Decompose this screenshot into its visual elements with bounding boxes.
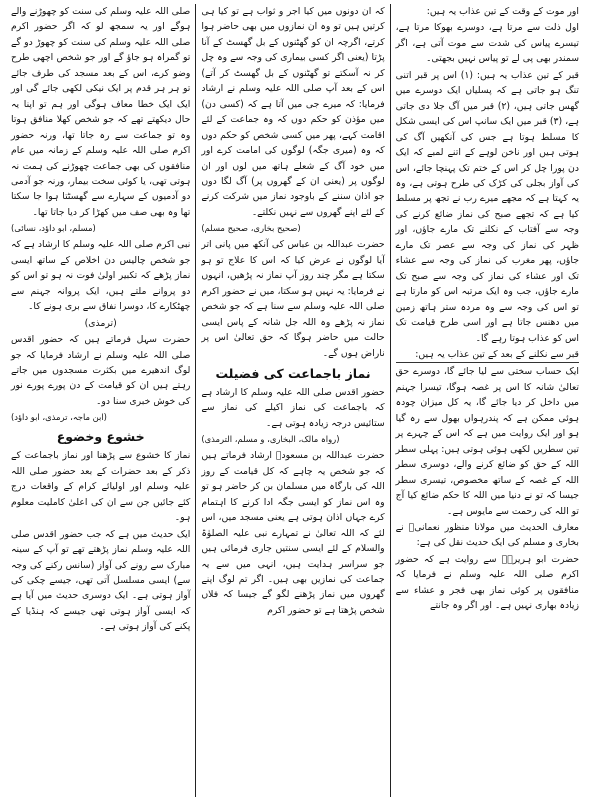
section-heading-humility: خشوع وخضوع (56, 429, 145, 445)
right-paragraph-2: اول ذلت سے مرتا ہے، دوسرے بھوکا مرتا ہے، تیسرے پیاس کی شدت سے موت آتی ہے، اگر سمندر بھی پی لے تو پیاس نہیں بجھتی۔ (395, 22, 579, 65)
left-paragraph-2: نبی اکرم صلی اللہ علیہ وسلم کا ارشاد ہے کہ جو شخص چالیس دن اخلاص کے ساتھ ایسی نماز پڑھے کہ تکبیر اولیٰ فوت نہ ہو تو اس کو دو پروانے ملتے ہیں، ایک پروانہ جہنم سے چھٹکارے کا، دوسرا نفاق سے بری ہونے کا۔ (11, 239, 191, 313)
right-column (391, 4, 584, 797)
middle-paragraph-3: حضور اقدس صلی اللہ علیہ وسلم کا ارشاد ہے کہ باجماعت کی نماز اکیلے کی نماز سے ستائیس درجہ زیادہ ہوتی ہے۔ (201, 386, 385, 429)
right-paragraph-3: قبر کے تین عذاب یہ ہیں: (۱) اس پر قبر اتنی تنگ ہو جاتی ہے کہ پسلیاں ایک دوسرے میں گھس جاتی ہیں، (۲) قبر میں آگ جلا دی جاتی ہے، (۳) قبر میں ایک سانپ اس کی ایسی شکل کا مسلط ہوتا ہے جس کی آنکھیں آگ کی ہوتی ہیں اور ناخن لوہے کے اتنے لمبے کہ ایک دن پورا چل کر اس کے ختم تک پہنچا جائے، اس کی آواز بجلی کی کڑک کی طرح ہوتی ہے، وہ یہ کہتا ہے کہ مجھے میرے رب نے تجھ پر مسلط کیا ہے کہ تجھے صبح کی نماز ضائع کرنے کی وجہ سے آفتاب کے نکلنے تک مارے جاؤں، اور ظہر کی نماز کی وجہ سے عصر تک مارے جاؤں، پھر مغرب کی نماز کی وجہ سے عشاء تک اور عشاء کی نماز کی وجہ سے صبح تک مارے جاؤں، جب وہ ایک مرتبہ اس کو مارتا ہے تو اس کی وجہ سے وہ مردہ ستر ہاتھ زمین میں دھنس جاتا ہے اور اسی طرح قیامت تک اس کو عذاب ہوتا رہے گا۔ (395, 69, 580, 344)
middle-paragraph-1: کہ ان دونوں میں کیا اجر و ثواب ہے تو کیا ہی کرتیں ہیں تو وہ ان نمازوں میں بھی حاضر ہوا کرتے، اگرچہ ان کو گھٹنوں کے بل گھسٹ کے آنا پڑتا (یعنی اگر کسی بیماری کی وجہ سے وہ چل کر نہ آسکتے تو گھٹنوں کے بل گھسٹ کر آتے) اس کے بعد آپ صلی اللہ علیہ وسلم نے ارشاد فرمایا: کہ میرے جی میں آتا ہے کہ (کسی دن) میں مؤذن کو حکم دوں کہ وہ جماعت کے لئے اقامت کہے، پھر میں کسی شخص کو حکم دوں کہ وہ (میری جگہ) لوگوں کی امامت کرے اور میں خود آگ کے شعلے ہاتھ میں لوں اور ان لوگوں پر (یعنی ان کے گھروں پر) آگ لگا دوں جو اذان سننے کے باوجود نماز میں شرکت کرنے کے لئے اپنے گھروں سے نہیں نکلتے۔ (201, 6, 385, 218)
middle-source-1: (صحیح بخاری، صحیح مسلم) (201, 223, 301, 234)
left-column (6, 4, 195, 797)
middle-source-2: (رواہ مالک، البخاری، و مسلم، الترمذی) (201, 434, 340, 445)
middle-column (196, 4, 389, 797)
left-paragraph-4: نماز کا خشوع سے پڑھنا اور نماز باجماعت کے ذکر کے بعد حضرات کے بعد حضور صلی اللہ علیہ وسلم اور اولیائے کرام کے واقعات درج کئے جائیں جن سے ان کی اعلیٰ کاملیت معلوم ہو۔ (11, 450, 191, 524)
left-source-3: (ابن ماجہ، ترمذی، ابو داؤد) (11, 412, 107, 423)
left-paragraph-3: حضرت سہل فرماتے ہیں کہ حضور اقدس صلی اللہ علیہ وسلم نے ارشاد فرمایا کہ جو لوگ اندھیرے میں بکثرت مسجدوں میں جاتے رہتے ہیں ان کو قیامت کے دن پورے پورے نور کی خوش خبری سنا دو۔ (11, 334, 191, 407)
right-paragraph-6: معارف الحدیث میں مولانا منظور نعمانیؒ نے بخاری و مسلم کی ایک حدیث نقل کی ہے: (395, 521, 579, 549)
left-source-2: (ترمذی) (84, 317, 117, 329)
left-paragraph-5: ایک حدیث میں ہے کہ جب حضور اقدس صلی اللہ علیہ وسلم نماز پڑھتے تھے تو آپ کے سینہ مبارک سے رونے کی آواز (سانس رکنے کی وجہ سے) ایسی مسلسل آتی تھی، جیسے چکی کی آواز ہوتی ہے۔ ایک دوسری حدیث میں آیا ہے کہ ایسی آواز ہوتی تھی جیسے کہ ہنڈیا کے پکنے کی آواز ہوتی ہے۔ (11, 528, 191, 633)
section-heading-congregation: نماز باجماعت کی فضیلت (215, 365, 371, 381)
right-paragraph-5: ایک حساب سختی سے لیا جائے گا، دوسرے حق تعالیٰ شانہ کا اس پر غصہ ہوگا، تیسرا جہنم میں داخل کر دیا جائے گا، یہ کل میزان چودہ ہوئی ممکن ہے کہ پندرہواں بھول سے رہ گیا ہو اور ایک روایت میں ہے کہ اس کے چہرے پر تین سطریں لکھی ہوئی ہوتی ہیں: پہلی سطر اللہ کے حق کو ضائع کرنے والے، دوسری سطر اللہ کے غصہ کے ساتھ مخصوص، تیسری سطر جیسا کہ تو نے دنیا میں اللہ کا حکم ضائع کیا آج تو اللہ کی رحمت سے مایوس ہے۔ (395, 366, 579, 517)
left-source-1: (مسلم، ابو داؤد، نسائی) (11, 223, 96, 234)
right-paragraph-1: اور موت کے وقت کے تین عذاب یہ ہیں: (426, 6, 579, 17)
right-paragraph-4: قبر سے نکلنے کے بعد کے تین عذاب یہ ہیں: (396, 347, 579, 363)
left-paragraph-1: صلی اللہ علیہ وسلم کی سنت کو چھوڑنے والے ہوگے اور یہ سمجھ لو کہ اگر حضور اکرم صلی اللہ علیہ وسلم کی سنت کو چھوڑ دو گے تو گمراہ ہو جاؤ گے اور جو شخص اچھی طرح وضو کرے، اس کے بعد مسجد کی طرف جائے تو ہر ہر قدم پر ایک نیکی لکھی جائے گی اور ایک ایک خطا معاف ہوگی اور ہم تو اپنا یہ حال دیکھتے تھے کہ جو شخص کھلا منافق ہوتا وہ تو جماعت سے رہ جاتا تھا، ورنہ حضور اکرم صلی اللہ علیہ وسلم کے زمانہ میں عام منافقوں کی بھی جماعت چھوڑنے کی ہمت نہ ہوتی تھی، یا کوئی سخت بیمار، ورنہ جو آدمی دو آدمیوں کے سہارے سے گھسٹتا ہوا جا سکتا تھا وہ بھی صف میں کھڑا کر دیا جاتا تھا۔ (11, 6, 191, 218)
middle-paragraph-2: حضرت عبداللہ بن عباس کی آنکھ میں پانی اتر آیا لوگوں نے عرض کیا کہ اس کا علاج تو ہو سکتا ہے مگر چند روز آپ نماز نہ پڑھیں، انہوں نے فرمایا: یہ نہیں ہو سکتا، میں نے حضور اکرم صلی اللہ علیہ وسلم سے سنا ہے کہ جو شخص نماز نہ پڑھے وہ اللہ جل شانہ کے پاس ایسی حالت میں حاضر ہوگا کہ حق تعالیٰ اس پر ناراض ہوں گے۔ (201, 239, 385, 359)
right-paragraph-7: حضرت ابو ہریرہؓ سے روایت ہے کہ حضور اکرم صلی اللہ علیہ وسلم نے فرمایا کہ منافقوں پر کوئی نماز بھی فجر و عشاء سے زیادہ بھاری نہیں ہے۔ اور اگر وہ جانتے (395, 553, 579, 612)
middle-paragraph-4: حضرت عبداللہ بن مسعودؓ ارشاد فرماتے ہیں کہ جو شخص یہ چاہے کہ کل قیامت کے روز اللہ کی بارگاہ میں مسلمان بن کر حاضر ہو تو وہ اس نماز کو ایسی جگہ ادا کرنے کا اہتمام کرے جہاں اذان ہوتی ہے یعنی مسجد میں، اس لئے کہ اللہ تعالیٰ نے تمہارے نبی علیہ الصلوٰۃ والسلام کے لئے ایسی سنتیں جاری فرمائی ہیں جو سراسر ہدایت ہیں، انہی میں سے یہ جماعت کی نمازیں بھی ہیں۔ اگر تم لوگ اپنے گھروں میں نماز پڑھنے لگو گے جیسا کہ فلاں شخص پڑھتا ہے تو حضور اکرم (201, 450, 385, 616)
